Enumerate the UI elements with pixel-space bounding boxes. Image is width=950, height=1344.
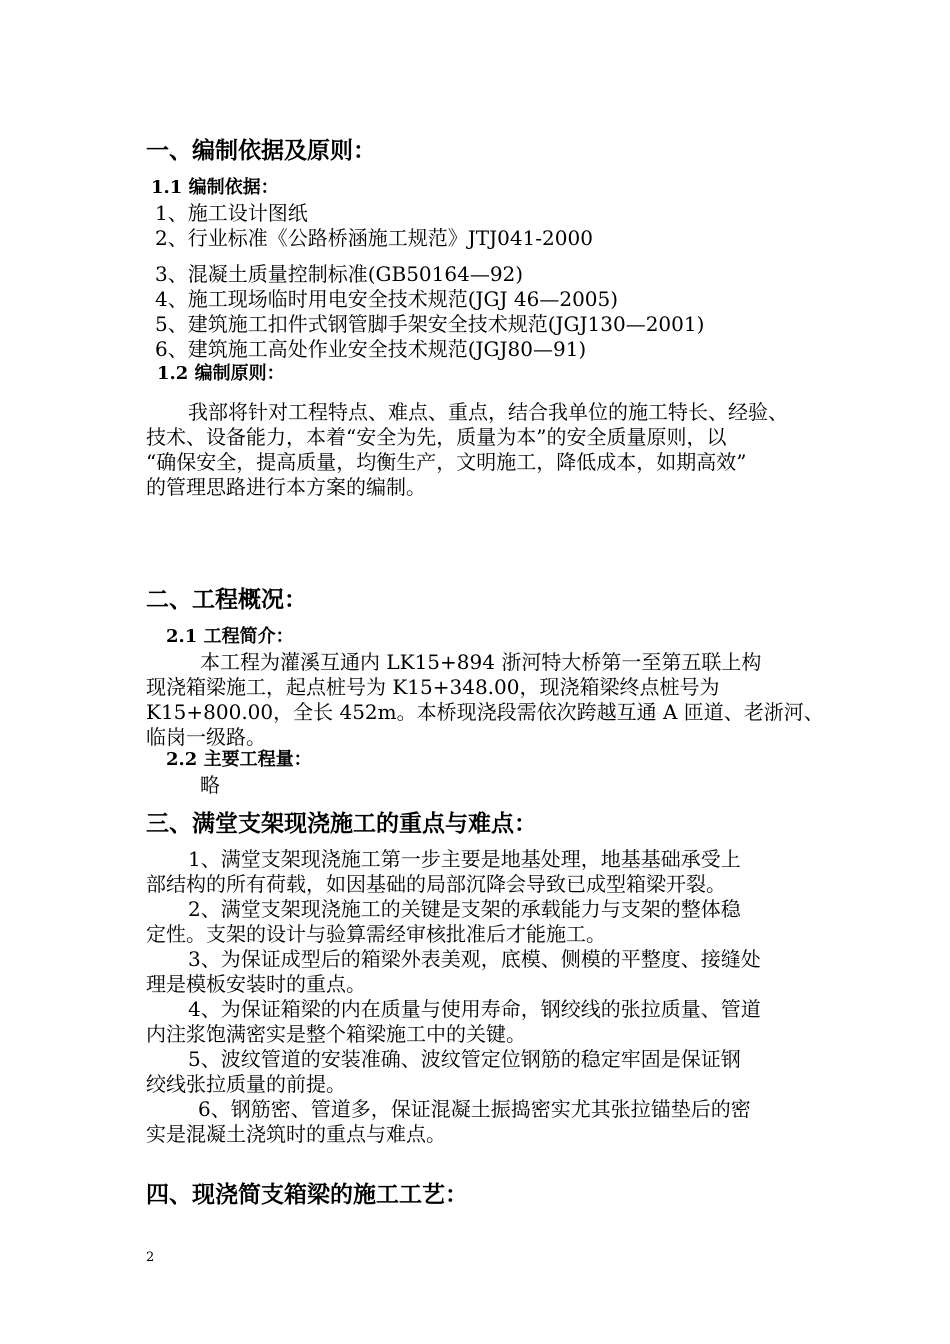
section-2-heading: 二、工程概况： — [146, 586, 307, 613]
quantity-brief: 略 — [200, 773, 220, 797]
keypoint-line-6: 理是模板安装时的重点。 — [146, 972, 366, 996]
keypoint-line-10: 绞线张拉质量的前提。 — [146, 1072, 346, 1096]
keypoint-line-11: 6、钢筋密、管道多，保证混凝土振捣密实尤其张拉锚垫后的密 — [198, 1097, 751, 1121]
basis-item-1: 1、施工设计图纸 — [155, 201, 308, 225]
principle-line-2: 技术、设备能力，本着“安全为先，质量为本”的安全质量原则，以 — [146, 425, 727, 449]
keypoint-line-9: 5、波纹管道的安装准确、波纹管定位钢筋的稳定牢固是保证钢 — [188, 1047, 741, 1071]
principle-line-4: 的管理思路进行本方案的编制。 — [146, 475, 426, 499]
keypoint-line-7: 4、为保证箱梁的内在质量与使用寿命，钢绞线的张拉质量、管道 — [188, 997, 761, 1021]
subsection-1-1-heading: 1.1 编制依据： — [151, 177, 279, 198]
overview-line-2: 现浇箱梁施工，起点桩号为 K15+348.00，现浇箱梁终点桩号为 — [146, 675, 720, 699]
basis-item-3: 3、混凝土质量控制标准(GB50164—92) — [155, 262, 524, 286]
keypoint-line-5: 3、为保证成型后的箱梁外表美观，底模、侧模的平整度、接缝处 — [188, 947, 761, 971]
page-number: 2 — [146, 1250, 155, 1265]
overview-line-1: 本工程为灌溪互通内 LK15+894 浙河特大桥第一至第五联上构 — [200, 650, 762, 674]
section-1-heading: 一、编制依据及原则： — [146, 137, 376, 164]
keypoint-line-8: 内注浆饱满密实是整个箱梁施工中的关键。 — [146, 1022, 526, 1046]
subsection-2-2-heading: 2.2 主要工程量： — [166, 749, 312, 770]
basis-item-5: 5、建筑施工扣件式钢管脚手架安全技术规范(JGJ130—2001) — [155, 312, 705, 336]
keypoint-line-4: 定性。支架的设计与验算需经审核批准后才能施工。 — [146, 922, 606, 946]
basis-item-4: 4、施工现场临时用电安全技术规范(JGJ 46—2005) — [155, 287, 619, 311]
section-3-heading: 三、满堂支架现浇施工的重点与难点： — [146, 810, 537, 837]
keypoint-line-2: 部结构的所有荷载，如因基础的局部沉降会导致已成型箱梁开裂。 — [146, 872, 726, 896]
keypoint-line-3: 2、满堂支架现浇施工的关键是支架的承载能力与支架的整体稳 — [188, 897, 741, 921]
subsection-2-1-heading: 2.1 工程简介： — [166, 626, 294, 647]
subsection-1-2-heading: 1.2 编制原则： — [157, 363, 285, 384]
section-4-heading: 四、现浇简支箱梁的施工工艺： — [146, 1181, 468, 1208]
overview-line-4: 临岗一级路。 — [146, 725, 266, 749]
principle-line-3: “确保安全，提高质量，均衡生产，文明施工，降低成本，如期高效” — [146, 450, 747, 474]
basis-item-6: 6、建筑施工高处作业安全技术规范(JGJ80—91) — [155, 337, 587, 361]
principle-line-1: 我部将针对工程特点、难点、重点，结合我单位的施工特长、经验、 — [188, 400, 788, 424]
overview-line-3: K15+800.00，全长 452m。本桥现浇段需依次跨越互通 A 匝道、老浙河、 — [146, 700, 824, 724]
basis-item-2: 2、行业标准《公路桥涵施工规范》JTJ041-2000 — [155, 226, 593, 250]
keypoint-line-12: 实是混凝土浇筑时的重点与难点。 — [146, 1122, 446, 1146]
keypoint-line-1: 1、满堂支架现浇施工第一步主要是地基处理，地基基础承受上 — [188, 847, 741, 871]
